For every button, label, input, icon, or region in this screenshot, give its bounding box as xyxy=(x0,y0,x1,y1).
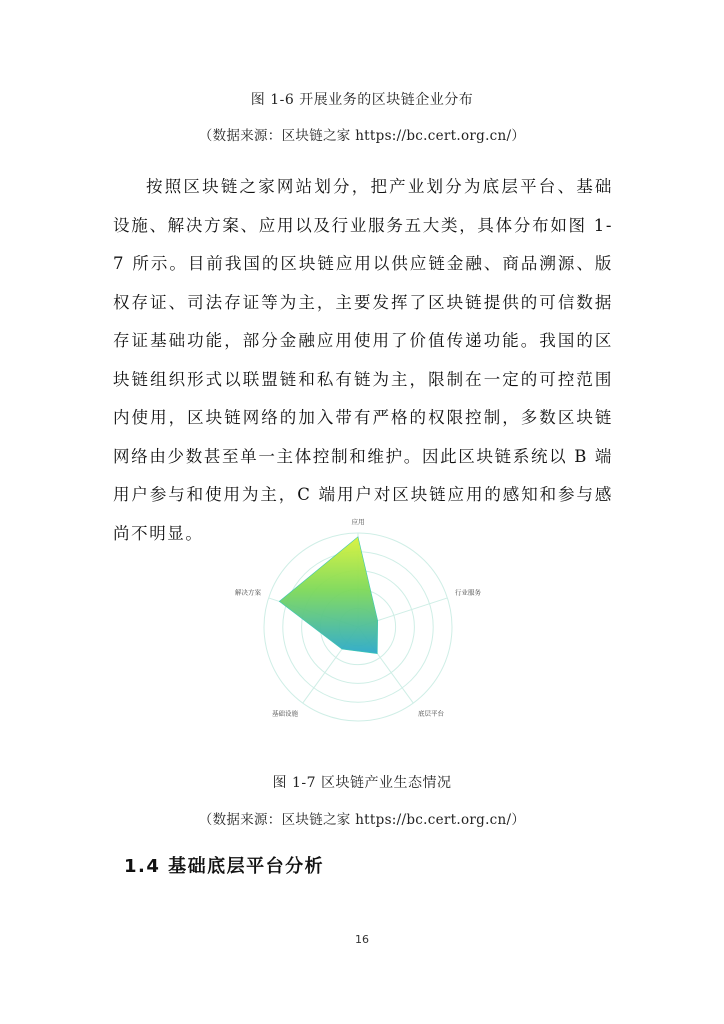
radar-axis-label: 解决方案 xyxy=(235,588,261,597)
radar-chart xyxy=(224,515,494,735)
paragraph-text: 按照区块链之家网站划分，把产业划分为底层平台、基础设施、解决方案、应用以及行业服务五大类，具体分布如图 1-7 所示。目前我国的区块链应用以供应链金融、商品溯源、版权存证、司法存证等为主，主要发挥了区块链提供的可信数据存证基础功能，部分金融应用使用了价值传递功能。我国的区块链组织形式以联盟链和私有链为主，限制在一定的可控范围内使用，区块链网络的加入带有严格的权限控制，多数区块链网络由少数甚至单一主体控制和维护。因此区块链系统以 B 端用户参与和使用为主，C 端用户对区块链应用的感知和参与感尚不明显。 xyxy=(113,177,613,543)
body-paragraph xyxy=(113,168,613,553)
radar-axis-label: 基础设施 xyxy=(272,709,298,718)
section-heading: 1.4 基础底层平台分析 xyxy=(124,856,325,877)
radar-axis-label: 底层平台 xyxy=(418,709,444,718)
figure-1-7-source: （数据来源：区块链之家 https://bc.cert.org.cn/） xyxy=(198,812,526,828)
radar-axis-label: 应用 xyxy=(351,518,365,526)
radar-data-area xyxy=(279,537,377,654)
figure-1-6-caption: 图 1-6 开展业务的区块链企业分布 xyxy=(250,92,474,108)
radar-svg xyxy=(224,515,494,735)
figure-1-7-caption: 图 1-7 区块链产业生态情况 xyxy=(272,775,452,791)
radar-axis-label: 行业服务 xyxy=(455,588,481,597)
figure-1-6-source: （数据来源：区块链之家 https://bc.cert.org.cn/） xyxy=(198,128,526,144)
page-number: 16 xyxy=(355,933,369,946)
